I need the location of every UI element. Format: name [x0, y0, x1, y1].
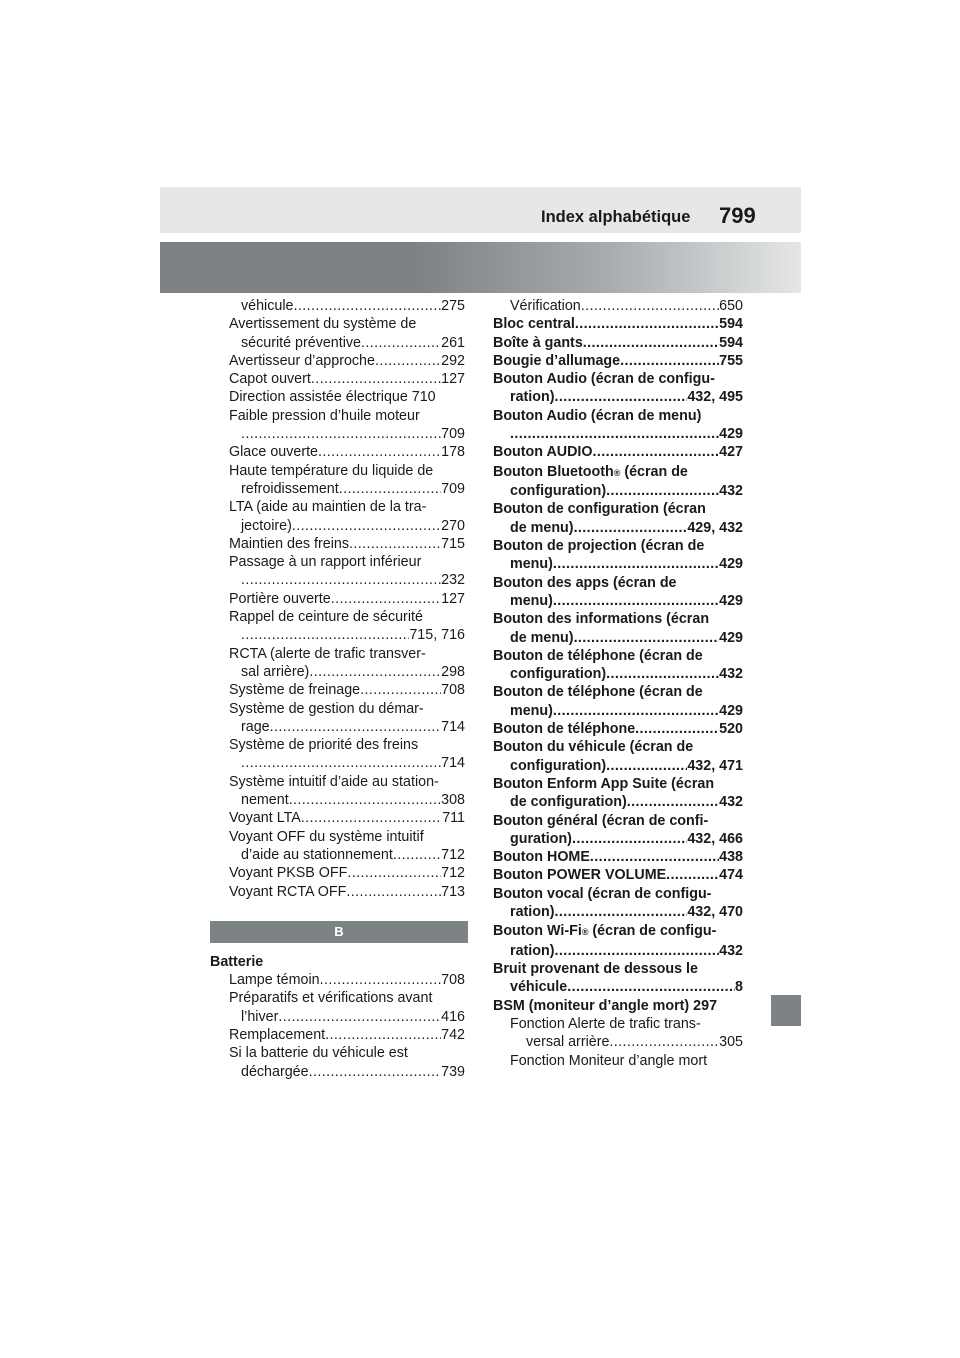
entry-text: Bouton Bluetooth	[493, 463, 614, 480]
page-reference: 742	[441, 1026, 465, 1043]
page-reference: 178	[441, 444, 465, 461]
index-entry	[229, 352, 465, 370]
index-entry	[229, 773, 465, 791]
page-reference: 520	[719, 721, 743, 738]
entry-text: Fonction Alerte de trafic trans-	[510, 1015, 701, 1032]
page-reference: 594	[719, 334, 743, 351]
entry-text: sal arrière)	[241, 663, 310, 680]
page-reference: 709	[441, 480, 465, 497]
dot-leader	[620, 352, 719, 370]
index-entry	[493, 775, 743, 793]
dot-leader	[320, 971, 442, 989]
page-reference: 432	[719, 942, 743, 959]
index-entry	[493, 315, 743, 333]
index-entries-group-b	[210, 953, 465, 1081]
index-entry	[493, 334, 743, 352]
entry-text: véhicule	[510, 979, 568, 996]
entry-text: Préparatifs et vérifications avant	[229, 990, 433, 1007]
entry-text: refroidissement	[241, 480, 339, 497]
page-reference: 474	[719, 867, 743, 884]
page-reference: 308	[441, 792, 465, 809]
index-entry	[229, 571, 465, 589]
dot-leader	[241, 754, 441, 772]
page-reference: 650	[719, 298, 743, 314]
entry-text: Vérification	[510, 298, 581, 314]
index-entry	[229, 736, 465, 754]
entry-text: Passage à un rapport inférieur	[229, 554, 422, 571]
index-entry	[229, 1044, 465, 1062]
dot-leader	[309, 1063, 442, 1081]
entry-text: Système intuitif d’aide au station-	[229, 773, 439, 790]
index-entries-group	[493, 297, 743, 1070]
entry-text: Système de freinage	[229, 682, 361, 699]
entry-text: Faible pression d’huile moteur	[229, 407, 420, 424]
index-entry	[229, 971, 465, 989]
page-reference: 713	[441, 883, 465, 900]
entry-text: Avertisseur d’approche	[229, 352, 375, 369]
index-entry	[229, 608, 465, 626]
entry-text: Système de gestion du démar-	[229, 700, 424, 717]
entry-text: Direction assistée électrique	[229, 389, 408, 406]
page-reference: 715, 716	[409, 627, 465, 644]
dot-leader	[606, 482, 719, 500]
entry-text: rage	[241, 718, 270, 735]
index-entry	[493, 942, 743, 960]
page-reference: 275	[441, 298, 465, 314]
entry-text: Boîte à gants	[493, 334, 583, 351]
index-entry	[493, 629, 743, 647]
entry-text: Portière ouverte	[229, 590, 331, 607]
index-entry	[493, 500, 743, 518]
chapter-thumb-tab	[771, 995, 801, 1026]
entry-text: Fonction Moniteur d’angle mort	[510, 1052, 708, 1069]
index-entry	[493, 592, 743, 610]
page-reference: 712	[441, 846, 465, 863]
dot-leader	[241, 571, 441, 589]
dot-leader	[361, 334, 441, 352]
index-entry	[229, 334, 465, 352]
header-band	[160, 187, 801, 233]
index-entry: Bouton Bluetooth ® (écran de	[493, 462, 743, 483]
entry-text: l’hiver	[241, 1008, 279, 1025]
page-reference: 714	[441, 755, 465, 772]
dot-leader	[590, 848, 719, 866]
entry-text: de configuration)	[510, 794, 627, 811]
page-reference: 712	[441, 865, 465, 882]
index-entry	[493, 555, 743, 573]
entry-text: Bloc central	[493, 316, 575, 333]
entry-text: ration)	[510, 389, 555, 406]
entry-text: Voyant OFF du système intuitif	[229, 828, 424, 845]
dot-leader	[510, 425, 719, 443]
index-entry	[493, 683, 743, 701]
dot-leader	[346, 883, 441, 901]
entry-text: Maintien des freins	[229, 535, 349, 552]
index-entry	[229, 498, 465, 516]
entry-text: Remplacement	[229, 1026, 326, 1043]
page-reference: 438	[719, 849, 743, 866]
dot-leader	[241, 425, 441, 443]
index-entry	[493, 960, 743, 978]
entry-text: Bouton Audio (écran de menu)	[493, 407, 702, 424]
entry-text-cont: (écran de configu-	[588, 923, 717, 940]
entry-text: déchargée	[241, 1063, 309, 1080]
entry-text: Bouton de téléphone (écran de	[493, 647, 703, 664]
dot-leader	[325, 1026, 441, 1044]
dot-leader	[241, 626, 409, 644]
index-entry	[493, 812, 743, 830]
page-reference: 298	[441, 663, 465, 680]
page-reference: 432	[719, 794, 743, 811]
entry-text: Bouton du véhicule (écran de	[493, 739, 694, 756]
dot-leader	[574, 519, 688, 537]
index-entry	[229, 535, 465, 553]
dot-leader	[292, 517, 441, 535]
entry-text: de menu)	[510, 629, 574, 646]
dot-leader	[581, 297, 719, 315]
index-entry	[229, 864, 465, 882]
entry-text: Avertissement du système de	[229, 316, 417, 333]
index-entry	[229, 718, 465, 736]
index-entry	[229, 809, 465, 827]
entry-text: jectoire)	[241, 517, 292, 534]
index-entry	[229, 645, 465, 663]
dot-leader	[635, 720, 719, 738]
index-column-right	[493, 297, 743, 1070]
entry-text: Lampe témoin	[229, 972, 320, 989]
entry-text: guration)	[510, 830, 572, 847]
dot-leader	[360, 681, 441, 699]
entry-text: configuration)	[510, 666, 607, 683]
index-entry	[229, 828, 465, 846]
dot-leader	[293, 297, 441, 315]
index-entry	[493, 647, 743, 665]
index-entry	[493, 665, 743, 683]
page-reference: 711	[442, 810, 465, 827]
dot-leader	[575, 315, 719, 333]
index-heading	[210, 953, 465, 971]
index-entry	[493, 848, 743, 866]
index-entry	[493, 830, 743, 848]
page-reference: 429, 432	[687, 519, 743, 536]
dot-leader	[593, 443, 720, 461]
index-entry	[229, 553, 465, 571]
index-entry	[229, 700, 465, 718]
index-entry	[229, 407, 465, 425]
dot-leader	[553, 702, 719, 720]
page-title: Index alphabétique	[541, 208, 691, 226]
dot-leader	[627, 793, 719, 811]
page-reference: 8	[735, 979, 743, 996]
index-entry	[229, 443, 465, 461]
index-entry	[493, 574, 743, 592]
dot-leader	[574, 629, 720, 647]
page-reference: 709	[441, 426, 465, 443]
index-entry	[229, 1063, 465, 1081]
entry-text: d’aide au stationnement	[241, 846, 393, 863]
entry-text: RCTA (alerte de trafic transver-	[229, 645, 426, 662]
index-entry	[229, 791, 465, 809]
entry-text: Bouton Wi-Fi	[493, 923, 582, 940]
entry-text: Glace ouverte	[229, 444, 319, 461]
page-number: 799	[719, 203, 756, 228]
entry-text: Bouton vocal (écran de configu-	[493, 885, 712, 902]
entry-text: Bouton des apps (écran de	[493, 574, 677, 591]
dot-leader	[567, 978, 735, 996]
index-entry	[493, 610, 743, 628]
dot-leader	[331, 590, 441, 608]
index-entry	[493, 702, 743, 720]
index-entry	[229, 681, 465, 699]
index-entry	[229, 883, 465, 901]
index-entry	[493, 885, 743, 903]
dot-leader	[309, 663, 441, 681]
index-entry	[229, 663, 465, 681]
decorative-gradient-bar	[160, 242, 801, 293]
entry-text: menu)	[510, 592, 553, 609]
index-entry	[493, 1052, 743, 1070]
index-entry	[493, 407, 743, 425]
page-reference: 297	[693, 997, 718, 1014]
page-reference: 127	[441, 371, 465, 388]
entry-text: de menu)	[510, 519, 574, 536]
dot-leader	[554, 942, 719, 960]
dot-leader	[666, 866, 719, 884]
index-entry	[493, 482, 743, 500]
entry-text: sécurité préventive	[241, 334, 361, 351]
entry-text: Bouton des informations (écran	[493, 611, 710, 628]
dot-leader	[572, 830, 687, 848]
entry-text: Bouton POWER VOLUME	[493, 867, 667, 884]
dot-leader	[278, 1008, 441, 1026]
entry-text: Voyant RCTA OFF	[229, 883, 347, 900]
entry-text: Système de priorité des freins	[229, 737, 419, 754]
dot-leader	[554, 903, 687, 921]
index-entry	[229, 388, 465, 406]
entry-text: Voyant LTA	[229, 810, 301, 827]
index-entry	[493, 1015, 743, 1033]
page-reference: 429	[719, 426, 743, 443]
index-entry	[229, 425, 465, 443]
entry-text: ration)	[510, 904, 555, 920]
dot-leader	[347, 864, 441, 882]
entry-text: Bouton général (écran de confi-	[493, 812, 709, 829]
index-entry	[229, 989, 465, 1007]
entry-text: Bruit provenant de dessous le	[493, 961, 698, 978]
page-reference: 755	[719, 352, 743, 369]
index-entry	[493, 370, 743, 388]
dot-leader	[301, 809, 442, 827]
page-reference: 432, 471	[687, 757, 743, 774]
index-entry	[493, 793, 743, 811]
page-reference: 429	[719, 702, 743, 719]
entry-text: Bouton de téléphone	[493, 721, 636, 738]
page-reference: 739	[441, 1063, 465, 1080]
entry-text: Bougie d’allumage	[493, 352, 621, 369]
dot-leader	[553, 592, 719, 610]
index-entries-group	[229, 297, 465, 901]
entry-text: Bouton Audio (écran de configu-	[493, 371, 715, 388]
dot-leader	[609, 1033, 719, 1051]
page-reference: 715	[441, 535, 465, 552]
index-entry	[493, 720, 743, 738]
index-entry	[493, 537, 743, 555]
dot-leader	[606, 757, 687, 775]
dot-leader	[289, 791, 441, 809]
index-entry	[229, 315, 465, 333]
page-reference: 270	[441, 517, 465, 534]
entry-text: configuration)	[510, 757, 607, 774]
index-entry	[493, 1033, 743, 1051]
index-entry	[229, 480, 465, 498]
section-header-b: B	[210, 921, 468, 943]
entry-text: Bouton de téléphone (écran de	[493, 684, 703, 701]
dot-leader	[606, 665, 719, 683]
index-entry	[493, 388, 743, 406]
entry-text: Si la batterie du véhicule est	[229, 1045, 408, 1062]
page-reference: 305	[719, 1034, 743, 1051]
page-reference: 432, 470	[687, 904, 743, 920]
index-entry	[229, 590, 465, 608]
page-reference: 127	[441, 590, 465, 607]
dot-leader	[553, 555, 719, 573]
page-reference: 292	[441, 352, 465, 369]
page-reference: 432	[719, 483, 743, 500]
page-reference: 429	[719, 592, 743, 609]
entry-text: Haute température du liquide de	[229, 462, 434, 479]
page-reference: 427	[719, 444, 743, 461]
page-reference: 594	[719, 316, 743, 333]
index-entry	[493, 757, 743, 775]
index-entry	[229, 626, 465, 644]
page-reference: 708	[441, 682, 465, 699]
entry-text: menu)	[510, 556, 553, 573]
entry-text: LTA (aide au maintien de la tra-	[229, 499, 427, 516]
index-entry	[229, 1026, 465, 1044]
page-reference: 429	[719, 629, 743, 646]
entry-text: Bouton HOME	[493, 849, 590, 866]
entry-text: Batterie	[210, 953, 264, 970]
entry-text: Rappel de ceinture de sécurité	[229, 609, 423, 626]
entry-text: BSM (moniteur d’angle mort)	[493, 997, 690, 1014]
entry-text: ration)	[510, 942, 555, 959]
index-entry	[493, 519, 743, 537]
entry-text: versal arrière	[526, 1034, 610, 1051]
index-entry	[229, 462, 465, 480]
index-entry	[493, 443, 743, 461]
entry-text: configuration)	[510, 483, 607, 500]
page-reference: 416	[441, 1008, 465, 1025]
dot-leader	[339, 480, 441, 498]
entry-text-cont: (écran de	[620, 463, 688, 480]
index-entry	[493, 997, 743, 1015]
index-entry	[493, 352, 743, 370]
index-entry: Bouton Wi-Fi ® (écran de configu-	[493, 921, 743, 942]
dot-leader	[375, 352, 441, 370]
index-entry	[493, 738, 743, 756]
dot-leader	[554, 388, 687, 406]
entry-text: nement	[241, 792, 289, 809]
entry-text: Bouton de projection (écran de	[493, 538, 705, 555]
entry-text: Bouton Enform App Suite (écran	[493, 775, 715, 792]
dot-leader	[270, 718, 442, 736]
index-entry	[229, 297, 465, 315]
page-reference: 432, 466	[687, 830, 743, 847]
page-reference: 429	[719, 556, 743, 573]
index-entry	[229, 370, 465, 388]
dot-leader	[349, 535, 441, 553]
dot-leader	[583, 334, 719, 352]
page-reference: 710	[411, 389, 436, 406]
dot-leader	[318, 443, 441, 461]
page-reference: 714	[441, 718, 465, 735]
page-reference: 708	[441, 972, 465, 989]
entry-text: Capot ouvert	[229, 371, 311, 388]
index-entry	[229, 846, 465, 864]
page-reference: 261	[441, 334, 465, 351]
page-reference: 432	[719, 666, 743, 683]
page-reference: 232	[441, 572, 465, 589]
dot-leader	[393, 846, 441, 864]
index-entry	[493, 425, 743, 443]
index-entry	[229, 1008, 465, 1026]
entry-text: menu)	[510, 702, 553, 719]
index-entry	[229, 517, 465, 535]
index-entry	[229, 754, 465, 772]
entry-text: Bouton AUDIO	[493, 444, 593, 461]
entry-text: véhicule	[241, 298, 294, 314]
index-entry	[493, 866, 743, 884]
index-entry	[493, 903, 743, 921]
index-entry	[493, 978, 743, 996]
entry-text: Voyant PKSB OFF	[229, 865, 348, 882]
entry-text: Bouton de configuration (écran	[493, 501, 706, 518]
dot-leader	[311, 370, 441, 388]
index-entry	[493, 297, 743, 315]
index-column-left	[210, 297, 465, 1081]
page-reference: 432, 495	[687, 389, 743, 406]
